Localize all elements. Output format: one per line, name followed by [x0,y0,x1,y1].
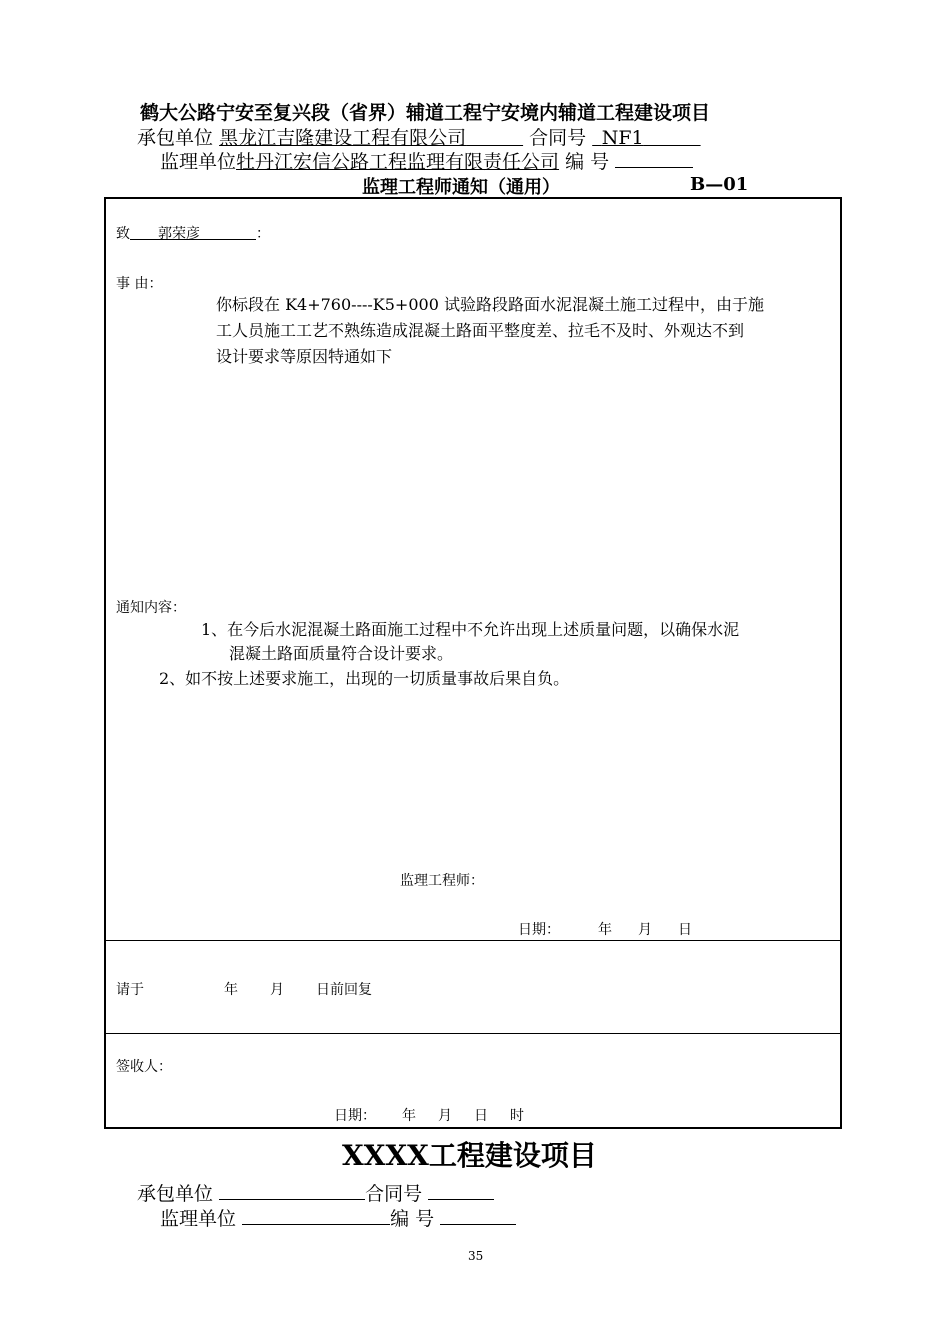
sign-date-row [518,919,692,939]
reply-suffix: 日前回复 [316,982,372,998]
contract-no-label: 合同号 [529,127,587,149]
notice-label: 通知内容： [116,600,186,616]
footer-contractor-row [137,1179,494,1206]
notice-item-1-line-1: 1、在今后水泥混凝土路面施工过程中不允许出现上述质量问题，以确保水泥 [201,620,740,639]
footer-contract-no-blank [428,1181,494,1200]
reason-line-3: 设计要求等原因特通如下 [216,347,393,366]
to-row [116,223,270,243]
contractor-row [137,123,701,150]
contract-no-value: NF1 [601,127,644,149]
project-title: 鹤大公路宁安至复兴段（省界）辅道工程宁安境内辅道工程建设项目 [140,102,711,124]
footer-contractor-blank [219,1181,365,1200]
to-suffix: ： [256,226,270,242]
to-value: 郭荣彦 [158,226,200,242]
footer-supervisor-row [160,1204,516,1231]
year-label: 年 [598,922,612,938]
reply-month: 月 [270,982,284,998]
receiver-label: 签收人： [116,1059,172,1075]
notice-item-2: 2、如不按上述要求施工，出现的一切质量事故后果自负。 [159,669,570,688]
supervisor-value: 牡丹江宏信公路工程监理有限责任公司 [236,151,560,173]
serial-blank [615,149,693,168]
footer-supervisor-label: 监理单位 [160,1208,237,1230]
supervisor-row [160,147,693,174]
reason-line-1: 你标段在 K4+760----K5+000 试验路段路面水泥混凝土施工过程中，由于施 [216,295,764,314]
month-label: 月 [638,922,652,938]
footer-project-title: XXXX工程建设项目 [342,1139,597,1172]
supervisor-label: 监理单位 [160,151,237,173]
footer-serial-label: 编 号 [390,1208,435,1230]
contractor-value: 黑龙江吉隆建设工程有限公司 [219,127,467,149]
reason-line-2: 工人员施工工艺不熟练造成混凝土路面平整度差、拉毛不及时、外观达不到 [216,321,745,340]
footer-serial-blank [440,1206,516,1225]
receipt-day: 日 [474,1108,488,1124]
receipt-month: 月 [438,1108,452,1124]
notice-item-1-line-2: 混凝土路面质量符合设计要求。 [229,644,454,663]
footer-contractor-label: 承包单位 [137,1183,214,1205]
divider-2 [106,1033,840,1034]
footer-contract-no-label: 合同号 [365,1183,423,1205]
form-code: B—01 [690,174,749,195]
reply-year: 年 [224,982,238,998]
form-title: 监理工程师通知（通用） [362,177,560,198]
page-number: 35 [468,1249,484,1263]
receipt-date-row [334,1105,524,1125]
footer-supervisor-blank [242,1206,390,1225]
serial-label: 编 号 [565,151,610,173]
receipt-hour: 时 [510,1108,524,1124]
contractor-label: 承包单位 [137,127,214,149]
day-label: 日 [678,922,692,938]
date-label: 日期： [518,922,560,938]
divider-1 [106,940,840,941]
reason-label: 事 由： [116,276,163,292]
engineer-label: 监理工程师： [400,873,484,889]
to-label: 致 [116,226,130,242]
reply-prefix: 请于 [116,982,144,998]
receipt-date-label: 日期： [334,1108,376,1124]
reply-row [116,979,372,999]
notice-form [104,197,842,1129]
receipt-year: 年 [402,1108,416,1124]
